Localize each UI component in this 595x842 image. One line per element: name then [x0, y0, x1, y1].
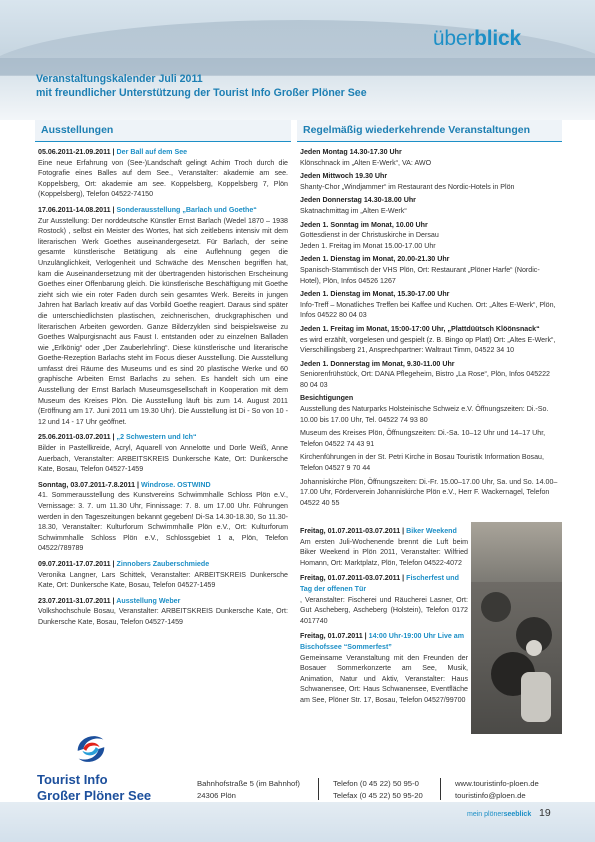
event-title: Biker Weekend	[406, 527, 457, 535]
badge-bold: blick	[474, 27, 521, 50]
event-entry	[38, 147, 288, 200]
event-title: Ausstellung Weber	[116, 596, 181, 605]
recurring-item	[300, 452, 559, 473]
event-heading	[38, 596, 288, 607]
phone-number: Telefon (0 45 22) 50 95-0	[333, 779, 419, 788]
page-number: 19	[539, 807, 551, 819]
tourist-info-logo	[72, 730, 110, 768]
recurring-item-heading: Besichtigungen	[300, 394, 354, 403]
recurring-heading: Regelmäßig wiederkehrende Veranstaltungen	[297, 120, 562, 142]
recurring-item	[300, 289, 559, 321]
recurring-item-heading: Jeden 1. Dienstag im Monat, 15.30-17.00 Uhr	[300, 290, 450, 299]
brand-line-2: Großer Plöner See	[37, 788, 152, 803]
event-description: Eine neue Erfahrung von (See-)Landschaft gelingt Achim Troch durch die Fotografie eines Balles auf dem See., Veranstalter: akademie am see. Koppelsberg, Ort: akademie am see. Koppelsberg, Koppelsberg 7, Plön (Koppelsberg), Telefon 04522-74150	[38, 158, 288, 199]
recurring-item-text: Seniorenfrühstück, Ort: DANA Pflegeheim, Bistro „La Rose“, Plön, Infos 045222 80 04 03	[300, 370, 550, 389]
event-date: 23.07.2011-31.07.2011 |	[38, 596, 117, 605]
email-link[interactable]: touristinfo@ploen.de	[455, 790, 526, 800]
recurring-item-heading: Jeden Mittwoch 19.30 Uhr	[300, 172, 388, 181]
event-date: Freitag, 01.07.2011 |	[300, 632, 369, 641]
recurring-item-text: Shanty-Chor „Windjammer“ im Restaurant des Nordic-Hotels in Plön	[300, 182, 515, 191]
recurring-item	[300, 393, 559, 425]
event-title: „2 Schwestern und Ich“	[116, 433, 197, 442]
recurring-list	[297, 142, 562, 552]
event-date: Freitag, 01.07.2011-03.07.2011 |	[300, 527, 407, 535]
recurring-item-heading: Jeden Montag 14.30-17.30 Uhr	[300, 148, 402, 156]
address-block	[197, 778, 300, 801]
recurring-item-text: Kirchenführungen in der St. Petri Kirche in Bosau Touristik Information Bosau, Telefon 04527 9 70 44	[300, 453, 544, 473]
header-lake-photo	[0, 0, 595, 120]
divider	[318, 778, 319, 800]
recurring-item-heading: Jeden 1. Freitag im Monat, 15:00-17:00 Uhr, „Plattdüütsch Klöönsnack“	[300, 324, 540, 333]
event-entry	[38, 205, 288, 427]
event-title: Fischerfest und Tag der offenen Tür	[300, 574, 459, 593]
brand-name	[37, 772, 151, 804]
event-title: Der Ball auf dem See	[116, 148, 188, 156]
event-heading	[300, 631, 468, 652]
address-street: Bahnhofstraße 5 (im Bahnhof)	[197, 779, 300, 788]
event-date: Sonntag, 03.07.2011-7.8.2011 |	[38, 480, 141, 489]
recurring-item-heading: Jeden Donnerstag 14.30-18.00 Uhr	[300, 196, 416, 205]
events-list	[297, 522, 471, 734]
event-description: Gemeinsame Veranstaltung mit den Freunden der Bosauer Sommerkonzerte am See, Musik, Animation, Natur und Aktiv, Veranstalter: Haus Schwanensee, Ort: Haus Schwanensee, Eventfläche am See, Plöner Str. 17, Bosau, Telefon 04527/99700	[300, 653, 468, 704]
contact-web-block	[455, 778, 539, 801]
event-entry	[300, 631, 468, 705]
event-heading	[38, 559, 288, 570]
recurring-item	[300, 171, 559, 192]
event-entry	[300, 573, 468, 626]
event-title: 14:00 Uhr-19:00 Uhr Live am Bischofssee “Sommerfest”	[300, 632, 465, 651]
recurring-item	[300, 477, 559, 509]
badge-light: über	[432, 27, 475, 50]
headline-line-1: Veranstaltungskalender Juli 2011	[36, 73, 203, 85]
event-entry	[38, 432, 288, 474]
event-heading	[300, 573, 468, 594]
recurring-item	[300, 324, 559, 356]
recurring-item-text: Museum des Kreises Plön, Öffnungszeiten: Di.-Sa. 10–12 Uhr und 14–17 Uhr, Telefon 04522 74 43 91	[300, 429, 546, 448]
website-link[interactable]: www.touristinfo-ploen.de	[455, 779, 539, 788]
contact-phone-block	[333, 778, 423, 801]
recurring-item	[300, 147, 559, 168]
event-description: Bilder in Pastellkreide, Acryl, Aquarell von Annelotte und Dorle Weiß, Anne Auerbach, Veranstalter: ARBEITSKREIS Dunkersche Kate, Ort: Dunkersche Kate, Bosau, Telefon 04527-1459	[38, 444, 288, 474]
event-entry	[300, 526, 468, 568]
event-date: Freitag, 01.07.2011-03.07.2011 |	[300, 574, 407, 583]
recurring-item-heading: Jeden 1. Dienstag im Monat, 20.00-21.30 Uhr	[300, 255, 450, 264]
recurring-item-text: Info-Treff – Monatliches Treffen bei Kaffee und Kuchen. Ort: „Altes E-Werk“, Plön, Infos 04522 80 04 03	[300, 300, 556, 320]
magazine-name-bold: seeblick	[503, 811, 532, 818]
recurring-item-text: es wird erzählt, vorgelesen und gespielt (z. B. Bingo op Platt) Ort: „Altes E-Werk“, Vierschillingsberg 21, Ansprechpartner: Waltraut Timm, 04522 34 10	[300, 335, 556, 355]
address-city: 24306 Plön	[197, 790, 236, 800]
event-heading	[300, 526, 468, 537]
event-description: Zur Ausstellung: Der norddeutsche Künstler Ernst Barlach (Wedel 1870 – 1938 Rostock) , selbst ein Meister des Wortes, hat sich zeitlebens intensiv mit dem literarischen Werk Goethes auseinandergesetzt. Für Barlach, der seine gesamte künstlerische Betätigung als eine Auflehnung gegen die Unzulänglichkeit, Verlogenheit und Schwäche des Menschen begriffen hat, kam die Auseinandersetzung mit der übertragenden historischen Erscheinung Goethes einer Offenbarung gleich. Die künstlerische Beschäftigung mit Goethe zieht sich wie ein roter Faden durch sein gesamtes Werk. Bereits in jungen Jahren hat Barlach kreativ auf das Vorbild Goethe reagiert. Daraus sind später die unterschiedlichsten plastischen, zeichnerischen, druckgraphischen und literarischen Arbeiten geworden. Ganze Bilderzyklen sind beispielsweise zu Goethes Walpurgisnacht aus Faust I. entstanden oder zu einzelnen Balladen wie „Erlkönig“ oder „Der Zauberlehrling“. Diese künstlerische und literarische Goethe-Rezeption Barlachs steht im Focus dieser Ausstellung. Die Ausstellung umfasst drei Räume des Museums und es sind 20 plastische Werke und 60 graphische Arbeiten Ernst Barlachs zu sehen. Es handelt sich um eine Ausstellung der Ernst Barlach Museumsgesellschaft in Kooperation mit dem Museum des Kreises Plön. Die Ausstellung läuft bis zum 14. August 2011 (Eröffnung am 17. Juni 2011 um 19.30 Uhr). Die Ausstellung ist Di - So von 10 - 12 und 14 - 17 Uhr geöffnet.	[38, 216, 288, 426]
divider	[440, 778, 441, 800]
magazine-name	[467, 811, 531, 818]
exhibitions-heading: Ausstellungen	[35, 120, 291, 142]
event-title: Windrose. OSTWIND	[140, 480, 211, 489]
recurring-item-text: Gottesdienst in der Christuskirche in Dersau Jeden 1. Freitag im Monat 15.00-17.00 Uhr	[300, 231, 439, 250]
event-description: Veronika Langner, Lars Schittek, Veranstalter: ARBEITSKREIS Dunkersche Kate, Ort: Dunkersche Kate, Bosau, Telefon 04527-1459	[38, 570, 288, 590]
recurring-item	[300, 254, 559, 286]
fax-number: Telefax (0 45 22) 50 95-20	[333, 790, 423, 800]
event-entry	[38, 480, 288, 554]
exhibitions-column	[35, 120, 291, 734]
event-description: , Veranstalter: Fischerei und Räucherei Lasner, Ort: Gut Ascheberg, Ascheberg (Holstein), Telefon 0172 4017740	[300, 595, 468, 625]
event-description: Volkshochschule Bosau, Veranstalter: ARBEITSKREIS Dunkersche Kate, Ort: Dunkersche Kate, Bosau, Telefon 04527-1459	[38, 607, 288, 626]
recurring-item-text: Klönschnack im „Alten E-Werk“, VA: AWO	[300, 158, 432, 167]
recurring-item	[300, 220, 559, 252]
recurring-item	[300, 428, 559, 449]
headline-line-2: mit freundlicher Unterstützung der Tourist Info Großer Plöner See	[36, 86, 367, 99]
event-description: Am ersten Juli-Wochenende brennt die Luft beim Biker Weekend in Plön 2011, Veranstalter: Wilfried Homann, Ort: Marktplatz, Plön, Telefon 04522-4072	[300, 537, 468, 567]
event-heading	[38, 480, 288, 491]
recurring-item-text: Spanisch-Stammtisch der VHS Plön, Ort: Restaurant „Plöner Harfe“ (Nordic-Hotel), Plön, Infos 04526 1267	[300, 265, 540, 285]
event-description: 41. Sommerausstellung des Kunstvereins Schwimmhalle Schloss Plön e.V., Vernissage: 3. 7. um 11.30 Uhr, Finnissage: 7. 8. um 17.00 Uhr. Führungen werden in den Tageszeitungen bekannt gegeben! Di-Sa 14.30-18.30, So 11.30-18.30, Veranstalter: Kulturforum Schwimmhalle Plön e.V., Ort: Kulturforum Schwimmhalle Schloss Plön e.V., Schlossgebiet 1 a, Plön, Telefon 04522/789789	[38, 491, 288, 553]
event-heading	[38, 205, 288, 216]
recurring-item-heading: Jeden 1. Donnerstag im Monat, 9.30-11.00 Uhr	[300, 359, 455, 368]
page-headline	[36, 73, 367, 100]
recurring-item-text: Skatnachmittag im „Alten E-Werk“	[300, 206, 407, 215]
magazine-name-light: mein plöner	[467, 811, 504, 818]
brand-line-1: Tourist Info	[37, 772, 108, 787]
recurring-item	[300, 195, 559, 216]
recurring-item	[300, 359, 559, 391]
recurring-item-heading: Jeden 1. Sonntag im Monat, 10.00 Uhr	[300, 220, 428, 229]
event-title: Sonderausstellung „Barlach und Goethe“	[116, 205, 257, 214]
event-heading	[38, 432, 288, 443]
event-heading	[38, 147, 288, 158]
event-date: 25.06.2011-03.07.2011 |	[38, 433, 117, 442]
event-entry	[38, 596, 288, 628]
event-entry	[38, 559, 288, 591]
biker-photo	[471, 522, 562, 734]
event-date: 17.06.2011-14.08.2011 |	[38, 205, 117, 214]
section-badge	[433, 27, 521, 51]
event-date: 05.06.2011-21.09.2011 |	[38, 148, 117, 156]
exhibitions-list	[35, 142, 291, 734]
event-date: 09.07.2011-17.07.2011 |	[38, 559, 117, 568]
recurring-item-text: Johanniskirche Plön, Öffnungszeiten: Di.-Fr. 15.00–17.00 Uhr, Sa. und So. 14.00–17.00 Uhr, Förderverein Johanniskirche Plön e.V., Herr F. Wackernagel, Telefon 04522 40 55	[300, 477, 558, 507]
event-title: Zinnobers Zauberschmiede	[116, 559, 210, 568]
recurring-item-text: Ausstellung des Naturparks Holsteinische Schweiz e.V. Öffnungszeiten: Di.-So. 10.00 bis 17.00 Uhr, Tel. 04522 74 93 80	[300, 405, 549, 424]
